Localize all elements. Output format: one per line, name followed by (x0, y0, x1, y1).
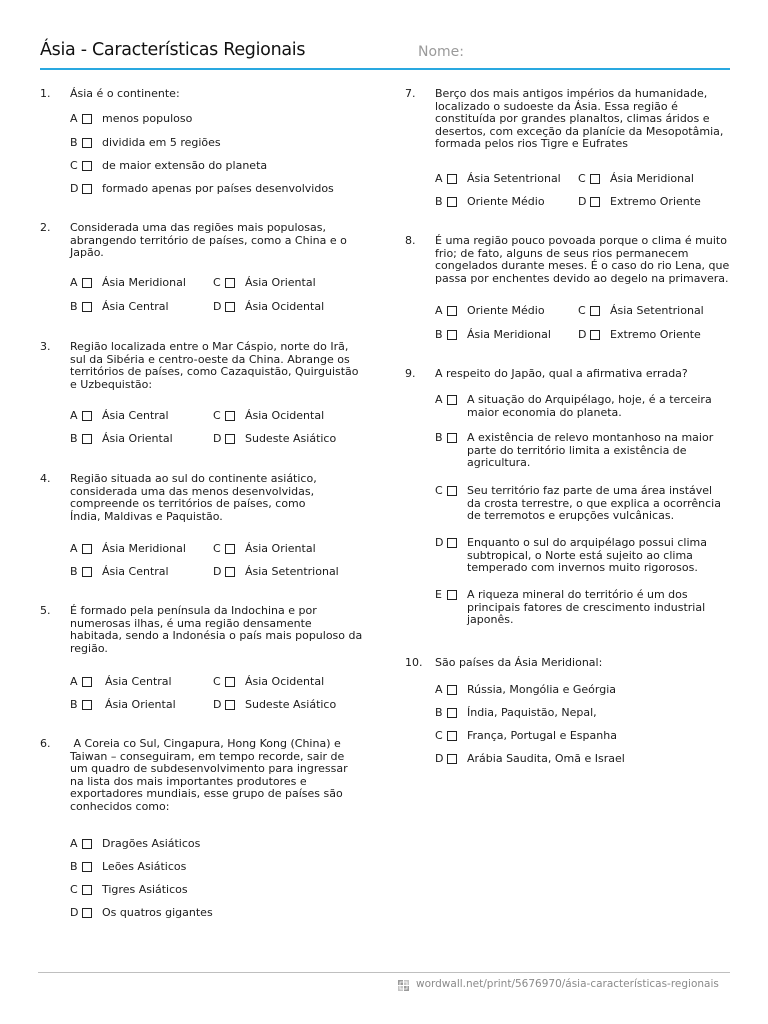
option-label (467, 589, 705, 627)
answer-checkbox[interactable] (447, 754, 457, 764)
option-letter: A (435, 304, 443, 317)
option-letter: B (70, 300, 78, 313)
option-label: Ásia Central (105, 675, 172, 688)
answer-checkbox[interactable] (447, 590, 457, 600)
option-letter: C (213, 276, 221, 289)
footer-url: wordwall.net/print/5676970/ásia-características-regionais (416, 978, 719, 990)
question-text-line: Região localizada entre o Mar Cáspio, norte do Irã, (70, 340, 349, 353)
answer-checkbox[interactable] (447, 330, 457, 340)
option-label: Ásia Oriental (245, 276, 316, 289)
answer-checkbox[interactable] (82, 700, 92, 710)
option-letter: C (435, 729, 443, 742)
question-text-line: territórios de países, como Cazaquistão, Quirguistão (70, 365, 359, 379)
answer-checkbox[interactable] (590, 330, 600, 340)
question-number: 7. (405, 87, 416, 100)
wordwall-logo-icon (398, 980, 409, 991)
option-letter: B (70, 136, 78, 149)
question-text-line: frio; de fato, alguns de seus rios permanecem (435, 246, 689, 260)
option-letter: B (70, 432, 78, 445)
option-label: Ásia Meridional (102, 542, 186, 555)
question-number: 9. (405, 367, 416, 380)
option-label: Tigres Asiáticos (102, 883, 188, 896)
option-letter: D (213, 565, 222, 578)
question-text-line: sul da Sibéria e centro-oeste da China. Abrange os (70, 352, 350, 366)
question-number: 2. (40, 221, 51, 234)
answer-checkbox[interactable] (82, 434, 92, 444)
option-label: Ásia Meridional (102, 276, 186, 289)
answer-checkbox[interactable] (82, 885, 92, 895)
option-label: Ásia Central (102, 300, 169, 313)
answer-checkbox[interactable] (225, 302, 235, 312)
answer-checkbox[interactable] (225, 434, 235, 444)
option-letter: A (70, 409, 78, 422)
option-label: França, Portugal e Espanha (467, 729, 617, 742)
answer-checkbox[interactable] (590, 306, 600, 316)
option-letter: A (70, 837, 78, 850)
option-letter: E (435, 588, 442, 601)
option-label (467, 537, 707, 575)
answer-checkbox[interactable] (447, 538, 457, 548)
option-letter: D (435, 536, 444, 549)
answer-checkbox[interactable] (82, 302, 92, 312)
question-text-line: um quadro de subdesenvolvimento para ingressar (70, 762, 348, 776)
option-label: Ásia Setentrional (467, 172, 561, 185)
answer-checkbox[interactable] (447, 731, 457, 741)
option-letter: C (213, 675, 221, 688)
question-number: 6. (40, 737, 51, 750)
option-letter: C (578, 304, 586, 317)
question-text-line: congelados durante meses. É o caso do rio Lena, que (435, 259, 730, 273)
option-letter: A (435, 393, 443, 406)
question-text-line: e Uzbequistão: (70, 377, 153, 391)
worksheet-header (40, 38, 730, 70)
option-label: Sudeste Asiático (245, 698, 337, 711)
question-number: 1. (40, 87, 51, 100)
question-text-line: A Coreia co Sul, Cingapura, Hong Kong (China) e (70, 737, 341, 750)
option-letter: A (435, 172, 443, 185)
question-number: 4. (40, 472, 51, 485)
option-label-line: A existência de relevo montanhoso na maior (467, 431, 714, 444)
option-letter: C (70, 159, 78, 172)
answer-checkbox[interactable] (82, 567, 92, 577)
name-field-label: Nome: (418, 44, 465, 60)
option-label: Oriente Médio (467, 304, 545, 317)
question-text-line: A respeito do Japão, qual a afirmativa errada? (435, 367, 688, 380)
option-label: Ásia Ocidental (245, 675, 325, 688)
option-label-line: temperado com invernos muito rigorosos. (467, 561, 698, 575)
option-letter: A (70, 276, 78, 289)
option-label: Leões Asiáticos (102, 860, 187, 873)
question-text-line: Taiwan – conseguiram, em tempo recorde, sair de (70, 749, 345, 763)
option-letter: C (213, 409, 221, 422)
answer-checkbox[interactable] (82, 908, 92, 918)
option-label-line: parte do território limita a existência de (467, 443, 687, 457)
option-label: Ásia Setentrional (610, 304, 704, 317)
question-text-line: exportadores mundiais, esse grupo de países são (70, 787, 343, 801)
option-label: Sudeste Asiático (245, 432, 337, 445)
answer-checkbox[interactable] (82, 411, 92, 421)
question-number: 8. (405, 234, 416, 247)
question-text-line: localizado o sudoeste da Ásia. Essa região é (435, 99, 678, 113)
option-letter: C (435, 484, 443, 497)
question-text-line: região. (70, 641, 108, 655)
question-text-line: habitada, sendo a Indonésia o país mais populoso da (70, 629, 363, 643)
question-text-line: Região situada ao sul do continente asiático, (70, 472, 317, 485)
question-text-line: compreende os territórios de países, como (70, 497, 306, 511)
option-label (467, 485, 721, 523)
option-letter: D (70, 906, 79, 919)
question-text-line: abrangendo território de países, como a China e o (70, 233, 347, 247)
question-text-line: É uma região pouco povoada porque o clima é muito (435, 234, 727, 247)
option-label: Rússia, Mongólia e Geórgia (467, 683, 617, 696)
option-label: Ásia Central (102, 409, 169, 422)
question-text-line: São países da Ásia Meridional: (435, 656, 603, 669)
question-text-line: numerosas ilhas, é uma região densamente (70, 616, 312, 630)
option-label-line: japonês. (467, 613, 514, 627)
option-letter: C (213, 542, 221, 555)
answer-checkbox[interactable] (82, 184, 92, 194)
option-label: Ásia Oriental (245, 542, 316, 555)
answer-checkbox[interactable] (225, 544, 235, 554)
answer-checkbox[interactable] (590, 197, 600, 207)
answer-checkbox[interactable] (225, 700, 235, 710)
option-label: Ásia Central (102, 565, 169, 578)
option-label-line: de terremotos e erupções vulcânicas. (467, 509, 675, 523)
option-label (467, 394, 712, 419)
answer-checkbox[interactable] (447, 433, 457, 443)
option-letter: D (578, 195, 587, 208)
answer-checkbox[interactable] (82, 114, 92, 124)
option-letter: D (213, 698, 222, 711)
question-text-line: desertos, com exceção da planície da Mesopotâmia, (435, 124, 724, 138)
option-letter: D (70, 182, 79, 195)
answer-checkbox[interactable] (447, 306, 457, 316)
question-text-line: na lista dos mais importantes produtores e (70, 774, 307, 788)
question-text-line: formada pelos rios Tigre e Eufrates (435, 137, 629, 151)
question-text-line: Berço dos mais antigos impérios da humanidade, (435, 87, 708, 100)
option-letter: C (70, 883, 78, 896)
question-text-line: considerada uma das menos desenvolvidas, (70, 484, 315, 498)
answer-checkbox[interactable] (225, 278, 235, 288)
footer-divider (38, 972, 730, 973)
page-title: Ásia - Características Regionais (40, 40, 306, 60)
answer-checkbox[interactable] (82, 677, 92, 687)
option-label: Extremo Oriente (610, 195, 701, 208)
answer-checkbox[interactable] (225, 567, 235, 577)
option-label: Ásia Ocidental (245, 409, 325, 422)
option-label-line: Enquanto o sul do arquipélago possui clima (467, 536, 707, 549)
answer-checkbox[interactable] (82, 278, 92, 288)
option-label-line: A riqueza mineral do território é um dos (467, 588, 688, 601)
answer-checkbox[interactable] (447, 174, 457, 184)
option-label: Os quatros gigantes (102, 906, 213, 919)
answer-checkbox[interactable] (82, 862, 92, 872)
option-label-line: agricultura. (467, 456, 531, 470)
answer-checkbox[interactable] (82, 161, 92, 171)
question-text-line: constituída por grandes planaltos, climas áridos e (435, 112, 710, 126)
question-text-line: Índia, Maldivas e Paquistão. (70, 509, 223, 523)
question-text-line: Considerada uma das regiões mais populosas, (70, 221, 326, 234)
option-letter: B (70, 698, 78, 711)
option-label: dividida em 5 regiões (102, 136, 221, 149)
question-number: 3. (40, 340, 51, 353)
question-text-line: Japão. (70, 246, 104, 260)
option-letter: B (70, 860, 78, 873)
option-letter: B (70, 565, 78, 578)
option-label-line: principais fatores de crescimento industrial (467, 600, 706, 614)
option-letter: C (578, 172, 586, 185)
question-text-line: passa por enchentes devido ao degelo na primavera. (435, 271, 729, 285)
option-label: Arábia Saudita, Omã e Israel (467, 752, 625, 765)
option-letter: A (70, 675, 78, 688)
option-letter: B (435, 431, 443, 444)
option-letter: D (213, 300, 222, 313)
option-letter: A (70, 112, 78, 125)
answer-checkbox[interactable] (590, 174, 600, 184)
option-letter: D (213, 432, 222, 445)
answer-checkbox[interactable] (447, 486, 457, 496)
option-label-line: da crosta terrestre, o que explica a ocorrência (467, 496, 721, 510)
option-label-line: Seu território faz parte de uma área instável (467, 484, 713, 497)
answer-checkbox[interactable] (447, 197, 457, 207)
question-number: 10. (405, 656, 423, 669)
option-letter: A (435, 683, 443, 696)
option-label: Dragões Asiáticos (102, 837, 201, 850)
option-letter: B (435, 195, 443, 208)
option-label-line: subtropical, o Norte está sujeito ao clima (467, 548, 693, 562)
option-letter: A (70, 542, 78, 555)
option-label: Ásia Meridional (610, 172, 694, 185)
question-text-line: Ásia é o continente: (70, 87, 180, 100)
option-label: Ásia Setentrional (245, 565, 339, 578)
question-number: 5. (40, 604, 51, 617)
option-label: menos populoso (102, 112, 193, 125)
option-label: de maior extensão do planeta (102, 159, 268, 172)
answer-checkbox[interactable] (225, 411, 235, 421)
option-label: Ásia Meridional (467, 328, 551, 341)
answer-checkbox[interactable] (447, 708, 457, 718)
option-label: Índia, Paquistão, Nepal, (467, 706, 597, 719)
option-letter: B (435, 328, 443, 341)
answer-checkbox[interactable] (447, 395, 457, 405)
question-text-line: É formado pela península da Indochina e por (70, 604, 317, 617)
answer-checkbox[interactable] (225, 677, 235, 687)
answer-checkbox[interactable] (82, 544, 92, 554)
option-label-line: maior economia do planeta. (467, 405, 622, 419)
answer-checkbox[interactable] (447, 685, 457, 695)
option-label (467, 432, 713, 470)
option-label: Ásia Oriental (105, 698, 176, 711)
option-label: Ásia Ocidental (245, 300, 325, 313)
question-text-line: conhecidos como: (70, 800, 170, 813)
option-label: Oriente Médio (467, 195, 545, 208)
option-label: formado apenas por países desenvolvidos (102, 182, 334, 195)
answer-checkbox[interactable] (82, 839, 92, 849)
option-letter: B (435, 706, 443, 719)
option-letter: D (578, 328, 587, 341)
option-label: Ásia Oriental (102, 432, 173, 445)
option-label: Extremo Oriente (610, 328, 701, 341)
answer-checkbox[interactable] (82, 138, 92, 148)
option-letter: D (435, 752, 444, 765)
option-label-line: A situação do Arquipélago, hoje, é a terceira (467, 393, 712, 406)
